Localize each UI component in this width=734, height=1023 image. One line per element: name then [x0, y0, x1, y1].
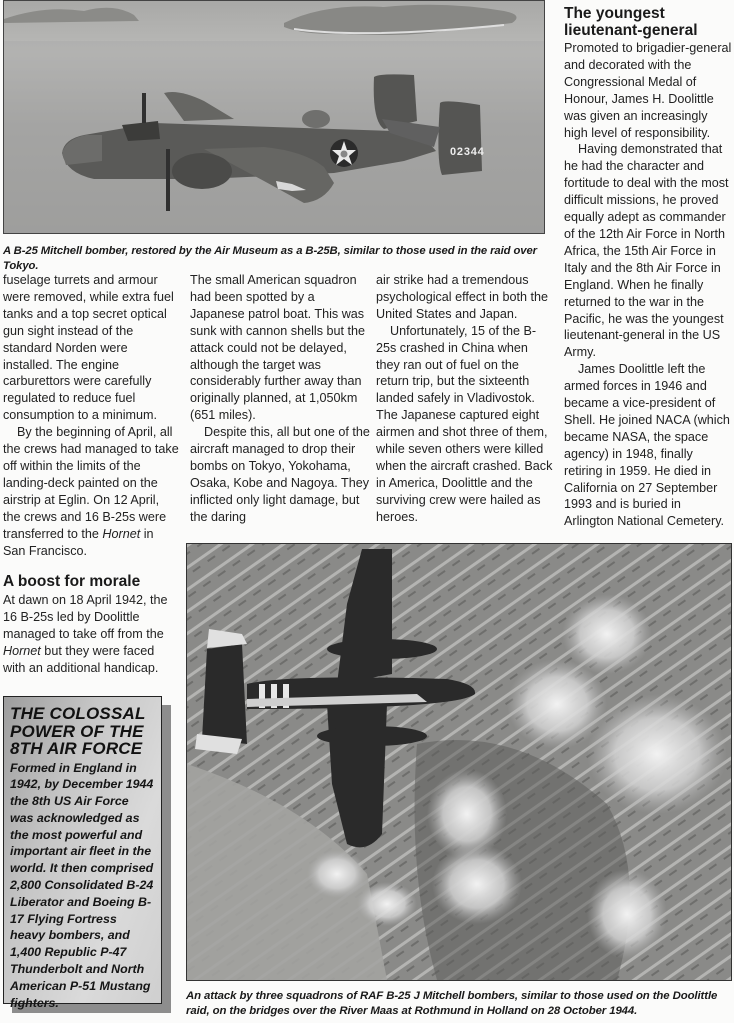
ship-name: Hornet	[3, 644, 41, 659]
column3-paragraph: Unfortunately, 15 of the B-25s crashed in China when they ran out of fuel on the return trip, but the sixteenth landed safely in Vladivostok. The Japanese captured eight airmen and shot three of them, while seven others were killed when the aircraft crashed. Back in America, Doolittle and the surviving crew were hailed as heroes.	[376, 323, 553, 524]
sidebar-article	[564, 5, 732, 530]
section-heading-morale: A boost for morale	[3, 573, 141, 591]
article-column-2	[190, 272, 370, 526]
aerial-attack-photo	[186, 543, 732, 981]
sidebar-paragraph: Having demonstrated that he had the character and fortitude to deal with the most difficult missions, he proved equally adept as commander of the 12th Air Force in North Africa, the 15th Air Force in Italy and the 8th Air Force in England. When he finally returned to the war in the Pacific, he was the youngest lieutenant-general in the US Army.	[564, 142, 729, 360]
article-column-1	[3, 272, 179, 677]
info-box-text: Formed in England in 1942, by December 1944 the 8th US Air Force was acknowledged as the most powerful and important air fleet in the world. It then comprised 2,800 Consolidated B-24 Liberator and Boeing B-17 Flying Fortress heavy bombers, and 1,400 Republic P-47 Thunderbolt and North American P-51 Mustang fighters.	[10, 760, 154, 1010]
tail-number: 02344	[450, 146, 485, 158]
sidebar-paragraph: Promoted to brigadier-general and decorated with the Congressional Medal of Honour, James H. Doolittle was given an increasingly high level of responsibility.	[564, 41, 732, 140]
aerial-bombing-illustration	[187, 544, 731, 980]
sidebar-paragraph: James Doolittle left the armed forces in 1946 and became a vice-president of Shell. He joined NACA (which became NASA, the space agency) in 1948, finally retiring in 1959. He died in California on 27 September 1993 and is buried in Arlington National Cemetery.	[564, 362, 730, 529]
column3-paragraph: air strike had a tremendous psychological effect in both the United States and Japan.	[376, 273, 548, 321]
article-column-3	[376, 272, 554, 526]
b25-aircraft-illustration	[4, 1, 544, 233]
bottom-photo-caption: An attack by three squadrons of RAF B-25 J Mitchell bombers, similar to those used on the Doolittle raid, on the bridges over the River Maas at Rothmund in Holland on 28 October 1944.	[186, 990, 718, 1017]
info-box-8th-air-force	[3, 696, 162, 1010]
top-photo-caption: A B-25 Mitchell bomber, restored by the Air Museum as a B-25B, similar to those used in the raid over Tokyo.	[3, 245, 537, 272]
b25-photo	[3, 0, 545, 234]
ship-name: Hornet	[102, 526, 141, 541]
column1-paragraph: fuselage turrets and armour were removed, while extra fuel tanks and a top secret optical gun sight instead of the standard Norden were installed. The engine carburettors were carefully regulated to reduce fuel consumption to a minimum.	[3, 273, 174, 423]
info-box-title: THE COLOSSAL POWER OF THE 8TH AIR FORCE	[10, 704, 146, 758]
column2-paragraph: The small American squadron had been spotted by a Japanese patrol boat. This was sunk with cannon shells but the attack could not be delayed, although the target was considerably further away than originally planned, at 1,050km (651 miles).	[190, 273, 366, 423]
sidebar-heading: The youngest lieutenant-general	[564, 5, 698, 39]
column1-paragraph: By the beginning of April, all the crews had managed to take off within the limits of the landing-deck painted on the airstrip at Eglin. On 12 April, the crews and 16 B-25s were transferred to the Hornet in San Francisco.	[3, 425, 179, 558]
column1-paragraph: At dawn on 18 April 1942, the 16 B-25s led by Doolittle managed to take off from the Hornet but they were faced with an additional handicap.	[3, 593, 168, 676]
column2-paragraph: Despite this, all but one of the aircraft managed to drop their bombs on Tokyo, Yokohama, Osaka, Kobe and Nagoya. They inflicted only light damage, but the daring	[190, 425, 370, 524]
